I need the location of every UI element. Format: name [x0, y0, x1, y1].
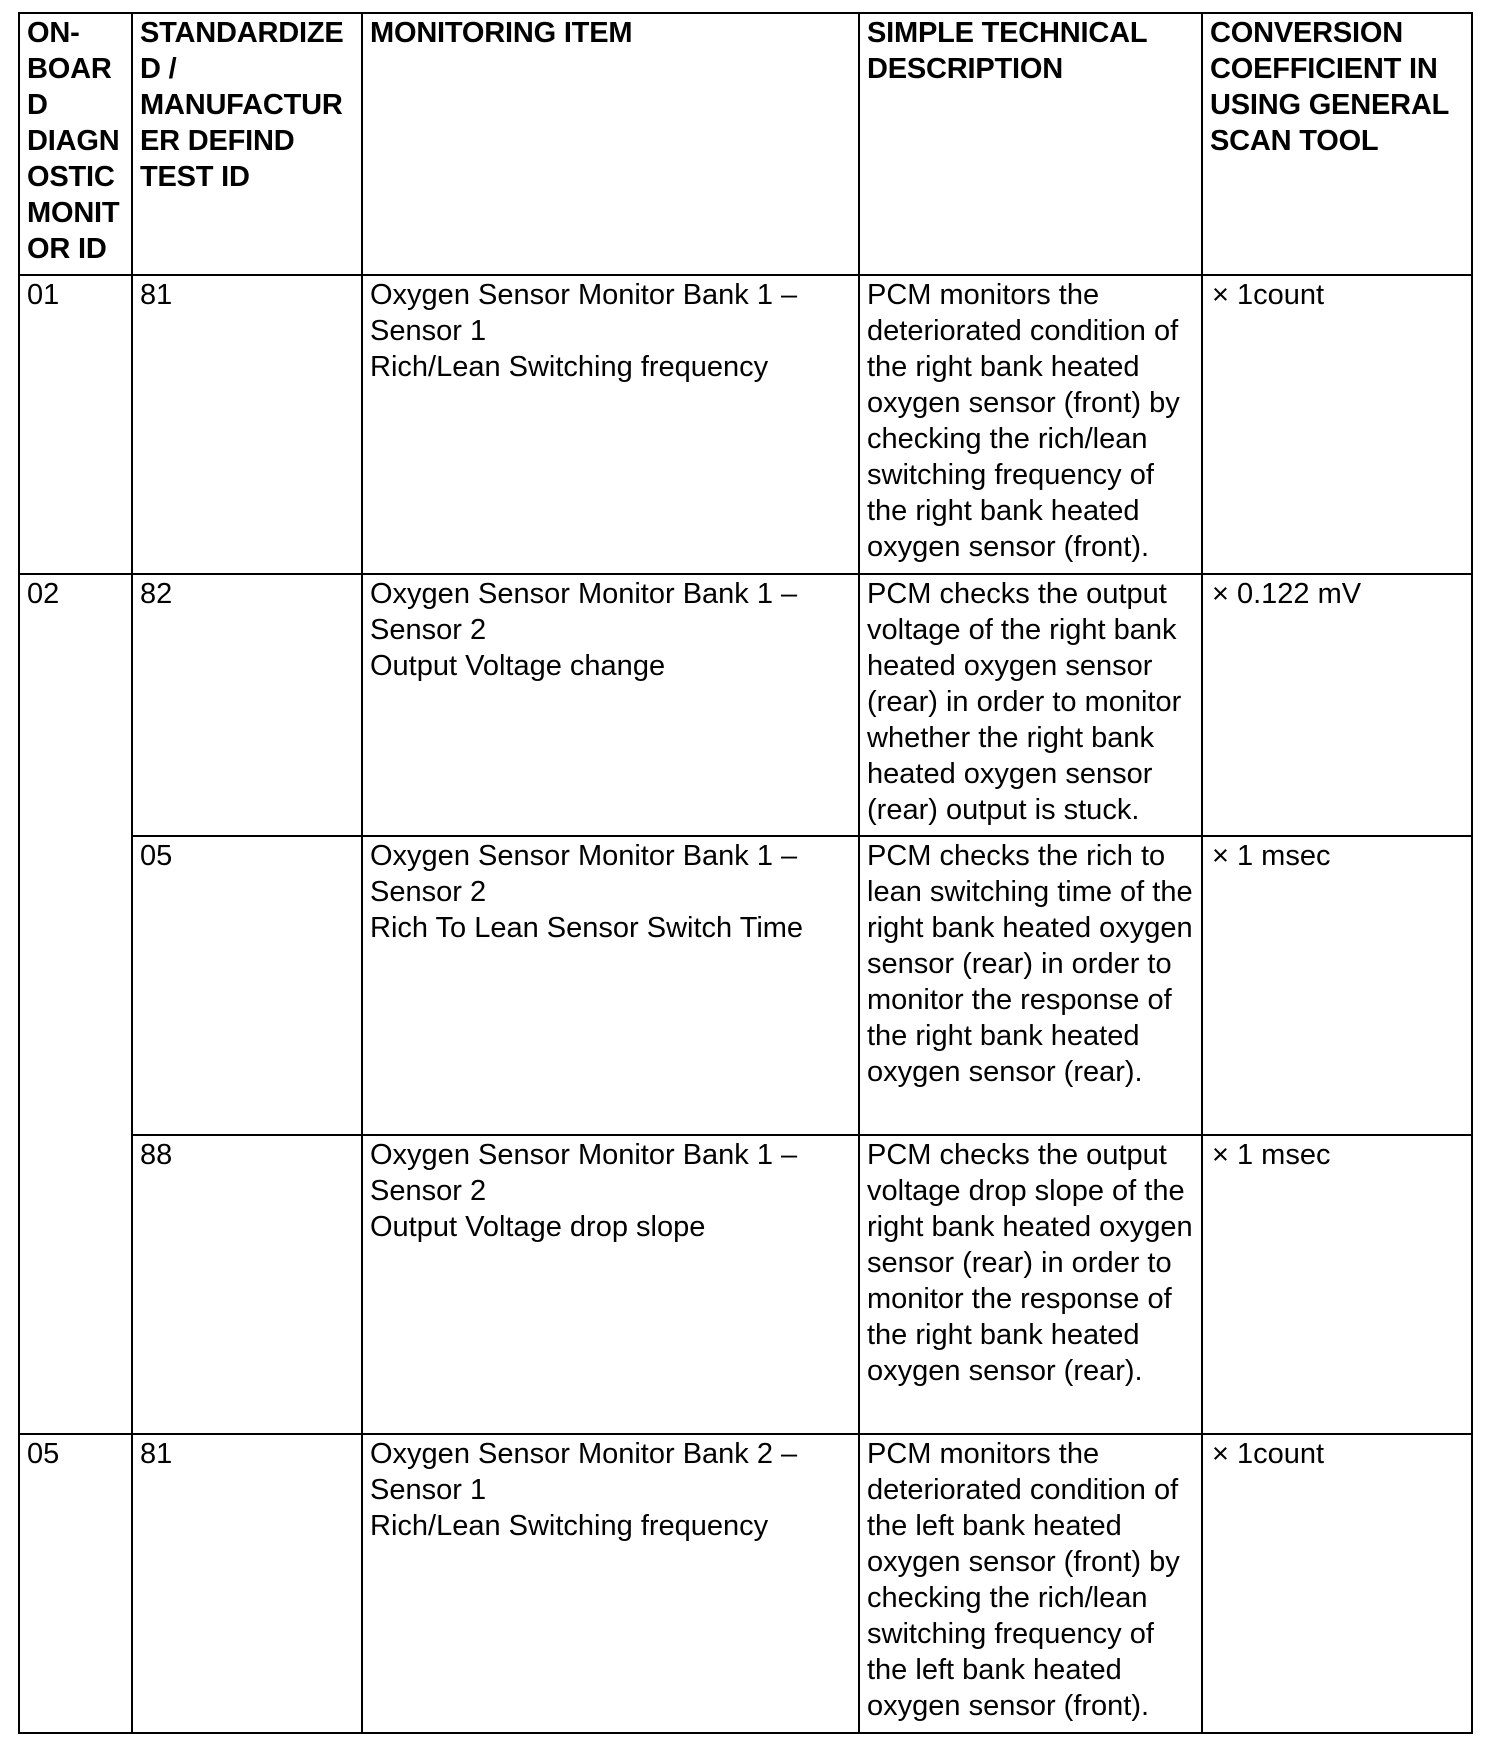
monitor-id-cell: 02 — [19, 574, 132, 1434]
coefficient-value: × 1count — [1212, 1438, 1325, 1470]
description-cell: PCM checks the rich to lean switching time of the right bank heated oxygen sensor (rear) in order to monitor the response of the right bank heated oxygen sensor (rear). — [859, 836, 1202, 1135]
coefficient-cell — [1202, 275, 1472, 574]
table-row — [19, 275, 1472, 574]
coefficient-cell — [1202, 1135, 1472, 1434]
monitoring-item-cell — [362, 275, 859, 574]
coefficient-cell — [1202, 836, 1472, 1135]
monitor-id-cell: 01 — [19, 275, 132, 574]
monitoring-item-detail: Output Voltage change — [370, 650, 666, 682]
test-id-cell: 05 — [132, 836, 362, 1135]
test-id-cell: 88 — [132, 1135, 362, 1434]
coefficient-value: × 0.122 mV — [1212, 578, 1362, 610]
header-monitor-id: ON-BOARD DIAGNOSTIC MONITOR ID — [19, 13, 132, 275]
test-id-cell: 81 — [132, 1434, 362, 1733]
test-id-cell: 81 — [132, 275, 362, 574]
description-cell: PCM checks the output voltage drop slope of the right bank heated oxygen sensor (rear) in order to monitor the response of the right bank heated oxygen sensor (rear). — [859, 1135, 1202, 1434]
monitoring-item-detail: Output Voltage drop slope — [370, 1211, 706, 1243]
monitoring-item-name: Oxygen Sensor Monitor Bank 1 – Sensor 1 — [370, 279, 798, 347]
header-conversion-coefficient: CONVERSION COEFFICIENT IN USING GENERAL SCAN TOOL — [1202, 13, 1472, 275]
description-cell: PCM checks the output voltage of the right bank heated oxygen sensor (rear) in order to monitor whether the right bank heated oxygen sensor (rear) output is stuck. — [859, 574, 1202, 836]
coefficient-cell — [1202, 1434, 1472, 1733]
header-row — [19, 13, 1472, 275]
monitor-id-cell: 05 — [19, 1434, 132, 1733]
table-header — [19, 13, 1472, 275]
monitoring-item-cell — [362, 574, 859, 836]
monitoring-item-cell — [362, 1434, 859, 1733]
table-row — [19, 836, 1472, 1135]
monitoring-item-name: Oxygen Sensor Monitor Bank 1 – Sensor 2 — [370, 1139, 798, 1207]
table-row — [19, 574, 1472, 836]
monitoring-item-detail: Rich/Lean Switching frequency — [370, 351, 769, 383]
header-description: SIMPLE TECHNICAL DESCRIPTION — [859, 13, 1202, 275]
coefficient-value: × 1 msec — [1212, 840, 1331, 872]
monitor-test-table — [18, 12, 1473, 1734]
coefficient-value: × 1count — [1212, 279, 1325, 311]
description-cell: PCM monitors the deteriorated condition of the left bank heated oxygen sensor (front) by checking the rich/lean switching frequency of the left bank heated oxygen sensor (front). — [859, 1434, 1202, 1733]
monitoring-item-detail: Rich/Lean Switching frequency — [370, 1510, 769, 1542]
test-id-cell: 82 — [132, 574, 362, 836]
monitoring-item-cell — [362, 836, 859, 1135]
header-test-id: STANDARDIZED / MANUFACTURER DEFIND TEST ID — [132, 13, 362, 275]
monitoring-item-name: Oxygen Sensor Monitor Bank 1 – Sensor 2 — [370, 840, 798, 908]
description-cell: PCM monitors the deteriorated condition of the right bank heated oxygen sensor (front) by checking the rich/lean switching frequency of the right bank heated oxygen sensor (front). — [859, 275, 1202, 574]
monitoring-item-cell — [362, 1135, 859, 1434]
table-row — [19, 1434, 1472, 1733]
coefficient-cell — [1202, 574, 1472, 836]
monitoring-item-name: Oxygen Sensor Monitor Bank 2 – Sensor 1 — [370, 1438, 798, 1506]
header-monitoring-item: MONITORING ITEM — [362, 13, 859, 275]
coefficient-value: × 1 msec — [1212, 1139, 1331, 1171]
monitoring-item-detail: Rich To Lean Sensor Switch Time — [370, 912, 804, 944]
monitoring-item-name: Oxygen Sensor Monitor Bank 1 – Sensor 2 — [370, 578, 798, 646]
table-row — [19, 1135, 1472, 1434]
table-body — [19, 275, 1472, 1733]
